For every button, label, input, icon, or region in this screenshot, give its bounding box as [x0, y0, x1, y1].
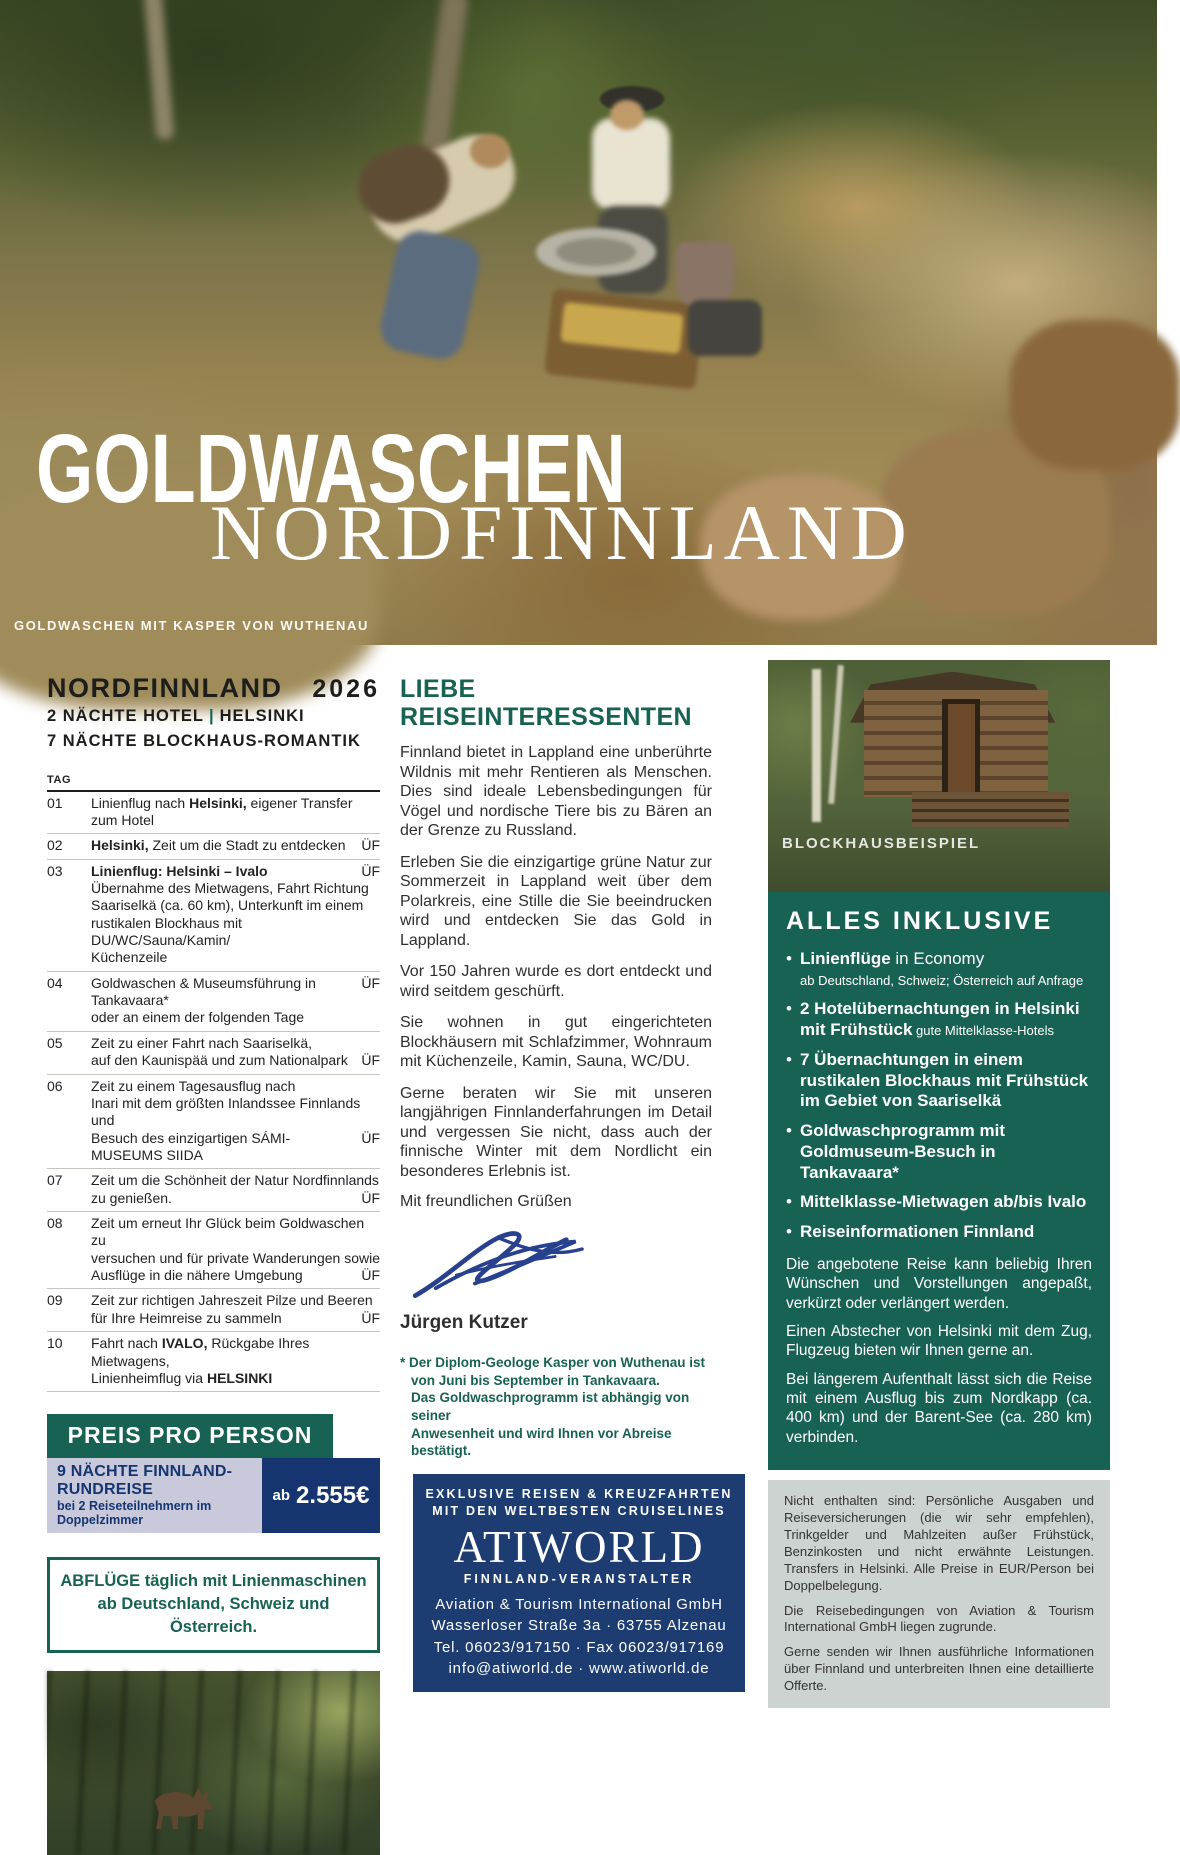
website-link[interactable]: www.atiworld.de [589, 1660, 710, 1678]
itinerary-text: Zeit zu einer Fahrt nach Saariselkä, [91, 1034, 312, 1051]
itinerary-text: zu genießen. [91, 1189, 172, 1206]
atiworld-address: Wasserloser Straße 3a · 63755 Alzenau [431, 1617, 727, 1635]
itinerary-line [91, 1009, 380, 1026]
itinerary-text: Zeit um die Schönheit der Natur Nordfinnlands [91, 1172, 379, 1189]
itinerary-line [91, 837, 380, 854]
footnote-line: von Juni bis September in Tankavaara. [411, 1372, 660, 1388]
notes-box [768, 1480, 1110, 1708]
atiworld-contact [419, 1658, 739, 1679]
itinerary-text: oder an einem der folgenden Tage [91, 1009, 305, 1026]
itinerary-row [47, 860, 380, 972]
inclusive-paragraph: Bei längerem Aufenthalt lässt sich die Reise mit einem Ausflug bis zum Nordkapp (ca. 400 km) und der Barent-See (ca. 280 km) verbinden. [786, 1370, 1092, 1446]
blockhaus-photo-birch [812, 669, 821, 822]
itinerary-text: Goldwaschen & Museumsführung in Tankavaara* [91, 974, 316, 1009]
blockhaus-photo-birch [828, 665, 844, 804]
footnote-line: Anwesenheit und wird Ihnen vor Abreise bestätigt. [411, 1425, 672, 1459]
blockhaus-door-panel [948, 704, 975, 792]
itinerary-line [91, 1215, 380, 1250]
itinerary-day: 07 [47, 1172, 63, 1189]
itinerary-text: Fahrt nach IVALO, Rückgabe Ihres Mietwagens, [91, 1335, 310, 1369]
left-column [47, 645, 380, 1637]
price-prefix: ab [272, 1487, 291, 1505]
itinerary-description [91, 975, 380, 1027]
breakfast-marker: ÜF [361, 1309, 380, 1326]
footnote-line: Das Goldwaschprogramm ist abhängig von seiner [411, 1390, 690, 1423]
itinerary-row [47, 1032, 380, 1075]
itinerary-text: versuchen und für private Wanderungen sowie [91, 1249, 380, 1266]
inclusive-box [768, 892, 1110, 1470]
itinerary-text: rustikalen Blockhaus mit DU/WC/Sauna/Kamin/ [91, 914, 242, 949]
subtitle-city-text: HELSINKI [219, 707, 305, 725]
itinerary-description [91, 1078, 380, 1165]
itinerary-description [91, 1292, 380, 1327]
itinerary-line [91, 1172, 380, 1189]
itinerary-text: Übernahme des Mietwagens, Fahrt Richtung [91, 879, 369, 896]
itinerary-line [91, 1052, 380, 1069]
notes-paragraph: Nicht enthalten sind: Persönliche Ausgaben und Reiseversicherungen (die wir sehr empfehlen), Trinkgelder und Mahlzeiten außer Frühstück, Benzinkosten und nicht erwähnte Leistungen. Transfers in Helsinki. Alle Preise in EUR/Person bei Doppelbelegung. [784, 1493, 1094, 1593]
price-header: PREIS PRO PERSON [47, 1414, 333, 1458]
hero-figure-shirt [592, 118, 670, 210]
itinerary-description [91, 795, 380, 830]
itinerary-text: Ausflüge in die nähere Umgebung [91, 1267, 303, 1284]
price-product-box [47, 1458, 262, 1533]
itinerary-text: Zeit um erneut Ihr Glück beim Goldwaschen zu [91, 1215, 365, 1249]
inclusive-item: • 7 Übernachtungen in einem rustikalen Blockhaus mit Frühstück im Gebiet von Saariselkä [786, 1050, 1092, 1112]
itinerary-text: Linienflug nach Helsinki, eigener Transfer zum Hotel [91, 794, 353, 828]
closing-line: Mit freundlichen Grüßen [400, 1193, 572, 1211]
letter-heading-line1: LIEBE [400, 675, 476, 703]
signature-image [406, 1221, 712, 1310]
letter-heading-line2: REISEINTERESSENTEN [400, 703, 692, 731]
deer-photo [47, 1671, 380, 1855]
itinerary-line [91, 1370, 380, 1387]
hero-gold-pan-inner [556, 238, 636, 266]
inclusive-item: • Reiseinformationen Finnland [786, 1222, 1092, 1243]
itinerary-row [47, 792, 380, 835]
itinerary-day: 03 [47, 862, 63, 879]
hero-texture-rock [1010, 320, 1180, 470]
blockhaus-photo [768, 660, 1110, 892]
itinerary-text: auf den Kaunispää und zum Nationalpark [91, 1052, 348, 1069]
itinerary-text: Zeit zur richtigen Jahreszeit Pilze und Beeren [91, 1292, 373, 1309]
atiworld-company: Aviation & Tourism International GmbH [435, 1596, 723, 1614]
itinerary-table [47, 774, 380, 1393]
itinerary-text: Küchenzeile [91, 949, 168, 966]
itinerary-day: 04 [47, 974, 63, 991]
inclusive-paragraphs [786, 1255, 1092, 1447]
subtitle-hotel [47, 704, 380, 729]
breakfast-marker: ÜF [361, 1052, 380, 1069]
itinerary-text: für Ihre Heimreise zu sammeln [91, 1309, 282, 1326]
breakfast-marker: ÜF [361, 1189, 380, 1206]
price-product: 9 NÄCHTE FINNLAND-RUNDREISE [57, 1463, 233, 1499]
itinerary-line [91, 880, 380, 897]
hero-bucket [676, 242, 734, 308]
itinerary-text: Inari mit dem größten Inlandssee Finnlands und [91, 1094, 361, 1129]
intro-paragraph: Erleben Sie die einzigartige grüne Natur zur Sommerzeit in Lappland weit über dem Polarkreis, eine Stille die Sie beeindrucken wird und entdecken Sie das Gold in Lappland. [400, 853, 712, 949]
inclusive-item: • 2 Hotelübernachtungen in Helsinki mit Frühstück gute Mittelklasse-Hotels [786, 999, 1092, 1040]
price-amount-box [262, 1458, 380, 1533]
middle-column [400, 645, 733, 1678]
itinerary-description [91, 837, 380, 854]
itinerary-description [91, 1035, 380, 1070]
photo-caption: BLOCKHAUSBEISPIEL [782, 835, 981, 852]
itinerary-line [91, 1035, 380, 1052]
itinerary-row [47, 1169, 380, 1212]
content-area [0, 645, 1157, 1694]
inclusive-paragraph: Einen Abstecher von Helsinki mit dem Zug, Flugzeug bieten wir Ihnen gerne an. [786, 1322, 1092, 1360]
subtitle-hotel-text: 2 NÄCHTE HOTEL [47, 707, 205, 725]
itinerary-text: Linienflug: Helsinki – Ivalo [91, 862, 268, 879]
inclusive-list [786, 949, 1092, 1243]
itinerary-line [91, 975, 380, 1010]
inclusive-heading: ALLES INKLUSIVE [786, 907, 1054, 935]
inclusive-item: • Linienflüge in Economy ab Deutschland, Schweiz; Österreich auf Anfrage [786, 949, 1092, 990]
notes-paragraph: Die Reisebedingungen von Aviation & Tourism International GmbH liegen zugrunde. [784, 1602, 1094, 1635]
intro-paragraph: Gerne beraten wir Sie mit unseren langjährigen Finnlanderfahrungen im Detail und vergessen Sie nicht, dass auch der finnische Winter mit dem Nordlicht ein besonderes Erlebnis ist. [400, 1084, 712, 1180]
atiworld-phone: Tel. 06023/917150 · Fax 06023/917169 [433, 1638, 725, 1656]
hero-figure-head [610, 100, 644, 130]
breakfast-marker: ÜF [361, 1129, 380, 1146]
atiworld-logo: ATIWORLD [453, 1521, 705, 1572]
price-row [47, 1458, 380, 1533]
itinerary-description [91, 863, 380, 967]
inclusive-item: • Mittelklasse-Mietwagen ab/bis Ivalo [786, 1192, 1092, 1213]
intro-paragraph: Vor 150 Jahren wurde es dort entdeckt und wird seitdem geschürft. [400, 963, 712, 1000]
itinerary-description [91, 1215, 380, 1284]
year-label: 2026 [312, 675, 380, 703]
intro-paragraphs [400, 743, 712, 1181]
itinerary-line [91, 1250, 380, 1267]
itinerary-line [91, 795, 380, 830]
blockhaus-porch [912, 792, 1069, 827]
footnote-line: * Der Diplom-Geologe Kasper von Wuthenau ist [400, 1355, 706, 1371]
itinerary-text: Besuch des einzigartigen SÁMI-MUSEUMS SIIDA [91, 1129, 291, 1163]
itinerary-day: 02 [47, 837, 63, 854]
hero-photo [0, 0, 1157, 645]
subtitle-blockhaus: 7 NÄCHTE BLOCKHAUS-ROMANTIK [47, 731, 361, 750]
departures-line: ABFLÜGE täglich mit Linienmaschinen [60, 1572, 367, 1591]
breakfast-marker: ÜF [361, 837, 380, 854]
email-link[interactable]: info@atiworld.de [448, 1660, 574, 1678]
page-title: NORDFINNLAND [47, 673, 283, 703]
intro-paragraph: Sie wohnen in gut eingerichteten Blockhäusern mit Schlafzimmer, Wohnraum mit Küchenzeile, Kamin, Sauna, WC/DU. [400, 1014, 712, 1071]
departures-line: ab Deutschland, Schweiz und Österreich. [97, 1595, 330, 1637]
price-condition: bei 2 Reiseteilnehmern im Doppelzimmer [57, 1499, 212, 1528]
hero-title-nordfinnland: NORDFINNLAND [210, 489, 914, 576]
itinerary-line [91, 1078, 380, 1095]
itinerary-day: 06 [47, 1077, 63, 1094]
itinerary-line [91, 1095, 380, 1130]
hero-figure-head [470, 134, 510, 168]
itinerary-line [91, 1292, 380, 1309]
hero-figure-jeans [376, 227, 484, 364]
atiworld-logo-box [413, 1474, 745, 1693]
footnote [400, 1354, 712, 1459]
itinerary-line [91, 863, 380, 880]
itinerary-text: Linienheimflug via HELSINKI [91, 1369, 273, 1386]
subtitle-separator: | [209, 707, 215, 725]
itinerary-line [91, 915, 380, 950]
atiworld-tagline-line1: EXKLUSIVE REISEN & KREUZFAHRTEN [425, 1486, 733, 1501]
intro-paragraph: Finnland bietet in Lappland eine unberührte Wildnis mit mehr Rentieren als Menschen. Dies sind ideale Lebensbedingungen für Vögel und nordische Tiere bis zu Bären an der Grenze zu Russland. [400, 744, 712, 840]
itinerary-row [47, 834, 380, 859]
itinerary-day: 10 [47, 1335, 63, 1352]
right-column [768, 645, 1110, 1694]
left-heading-row [47, 673, 380, 704]
itinerary-line [91, 1335, 380, 1370]
breakfast-marker: ÜF [361, 974, 380, 991]
notes-paragraph: Gerne senden wir Ihnen ausführliche Informationen über Finnland und unterbreiten Ihnen eine detaillierte Offerte. [784, 1644, 1094, 1694]
itinerary-rows [47, 792, 380, 1393]
itinerary-description [91, 1335, 380, 1387]
itinerary-text: Helsinki, Zeit um die Stadt zu entdecken [91, 837, 346, 854]
atiworld-tagline-line2: MIT DEN WELTBESTEN CRUISELINES [432, 1504, 726, 1519]
itinerary-text: Saariselkä (ca. 60 km), Unterkunft im einem [91, 897, 364, 914]
itinerary-row [47, 1075, 380, 1170]
atiworld-role: FINNLAND-VERANSTALTER [463, 1572, 695, 1587]
itinerary-day: 05 [47, 1034, 63, 1051]
deer-silhouette [139, 1771, 217, 1833]
itinerary-text: Zeit zu einem Tagesausflug nach [91, 1077, 296, 1094]
itinerary-line [91, 1190, 380, 1207]
itinerary-header: TAG [47, 774, 380, 792]
itinerary-line [91, 1130, 380, 1165]
itinerary-line [91, 1310, 380, 1327]
contact-separator: · [578, 1660, 585, 1678]
breakfast-marker: ÜF [361, 862, 380, 879]
signature-name: Jürgen Kutzer [400, 1312, 528, 1334]
itinerary-line [91, 897, 380, 914]
itinerary-row [47, 1212, 380, 1289]
hero-pot [688, 300, 762, 356]
itinerary-line [91, 1267, 380, 1284]
itinerary-day: 08 [47, 1215, 63, 1232]
itinerary-line [91, 949, 380, 966]
inclusive-paragraph: Die angebotene Reise kann beliebig Ihren Wünschen und Vorstellungen angepaßt, verkürzt oder verlängert werden. [786, 1255, 1092, 1312]
itinerary-row [47, 1289, 380, 1332]
itinerary-row [47, 1332, 380, 1392]
hero-texture-tree [143, 0, 174, 140]
atiworld-tagline [419, 1486, 739, 1521]
breakfast-marker: ÜF [361, 1267, 380, 1284]
letter-heading [400, 675, 712, 731]
inclusive-item: • Goldwaschprogramm mit Goldmuseum-Besuch in Tankavaara* [786, 1121, 1092, 1183]
hero-title-goldwaschen: GOLDWASCHEN [36, 414, 626, 523]
price-value: 2.555€ [296, 1481, 370, 1509]
itinerary-row [47, 972, 380, 1032]
departures-note [47, 1557, 380, 1652]
itinerary-description [91, 1172, 380, 1207]
hero-caption: GOLDWASCHEN MIT KASPER VON WUTHENAU [14, 618, 369, 633]
itinerary-day: 09 [47, 1292, 63, 1309]
itinerary-day: 01 [47, 794, 63, 811]
